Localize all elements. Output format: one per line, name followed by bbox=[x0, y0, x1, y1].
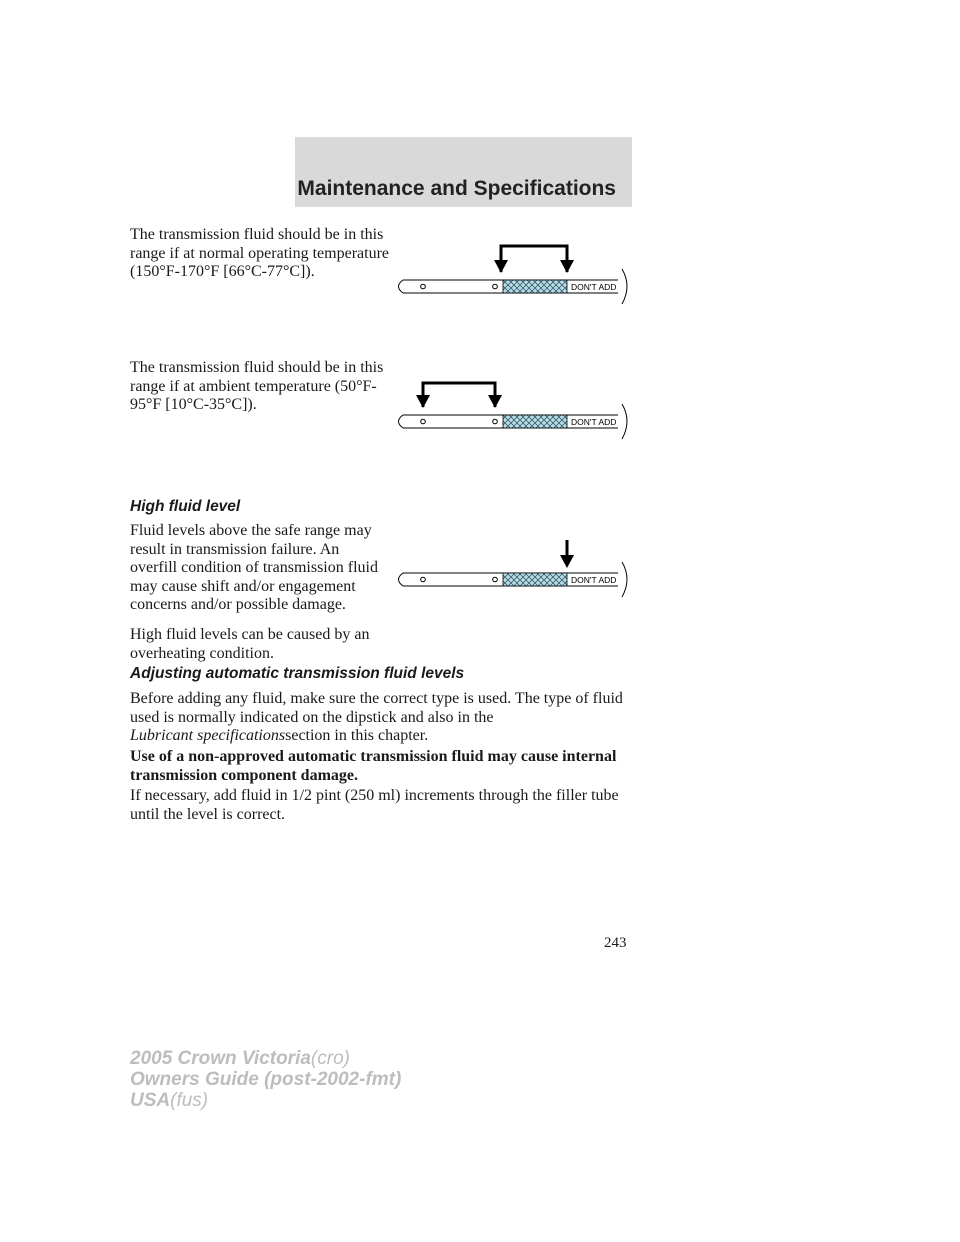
footer-guide: Owners Guide (post-2002-fmt) bbox=[130, 1069, 402, 1090]
page-number: 243 bbox=[604, 935, 627, 951]
arrow-down-icon bbox=[560, 555, 574, 568]
ambient-temp-paragraph: The transmission fluid should be in this range if at ambient temperature (50°F-95°F [10°C-35°C]). bbox=[130, 359, 384, 413]
arrow-down-icon bbox=[416, 395, 430, 408]
dont-add-label: DON'T ADD bbox=[571, 282, 617, 292]
section-header bbox=[295, 137, 632, 207]
hatched-zone bbox=[503, 415, 567, 428]
footer-model-code: (cro) bbox=[310, 1048, 350, 1069]
footer-model: 2005 Crown Victoria bbox=[130, 1048, 311, 1069]
adjusting-heading: Adjusting automatic transmission fluid levels bbox=[130, 665, 465, 682]
range-bracket bbox=[423, 383, 495, 407]
dipstick-diagram-high-level bbox=[385, 535, 635, 610]
adjusting-intro-paragraph bbox=[130, 690, 630, 746]
dont-add-label: DON'T ADD bbox=[571, 575, 617, 585]
high-fluid-cause-paragraph: High fluid levels can be caused by an overheating condition. bbox=[130, 626, 370, 662]
footer-market-code: (fus) bbox=[170, 1090, 209, 1111]
arrow-down-icon bbox=[560, 260, 574, 273]
arrow-down-icon bbox=[488, 395, 502, 408]
range-bracket bbox=[501, 246, 567, 272]
high-fluid-paragraph: Fluid levels above the safe range may result in transmission failure. An overfill condition of transmission fluid may cause shift and/or engagement concerns and/or possible damage. bbox=[130, 522, 378, 613]
section-title: Maintenance and Specifications bbox=[297, 177, 616, 200]
dipstick-diagram-normal-temp bbox=[385, 240, 635, 315]
hatched-zone bbox=[503, 573, 567, 586]
increments-paragraph: If necessary, add fluid in 1/2 pint (250 ml) increments through the filler tube until the level is correct. bbox=[130, 787, 619, 823]
hatched-zone bbox=[503, 280, 567, 293]
footer-market: USA bbox=[130, 1090, 171, 1111]
dipstick-diagram-ambient-temp bbox=[385, 375, 635, 450]
high-fluid-heading: High fluid level bbox=[130, 498, 241, 515]
document-footer bbox=[130, 1048, 401, 1111]
warning-paragraph: Use of a non-approved automatic transmission fluid may cause internal transmission component damage. bbox=[130, 748, 617, 784]
adjusting-intro-start: Before adding any fluid, make sure the correct type is used. The type of fluid used is normally indicated on the dipstick and also in the bbox=[130, 690, 623, 726]
normal-temp-paragraph: The transmission fluid should be in this range if at normal operating temperature (150°F-170°F [66°C-77°C]). bbox=[130, 226, 389, 280]
adjusting-intro-end: section in this chapter. bbox=[285, 727, 429, 744]
arrow-down-icon bbox=[494, 260, 508, 273]
dont-add-label: DON'T ADD bbox=[571, 417, 617, 427]
lubricant-specs-reference: Lubricant specifications bbox=[130, 727, 286, 744]
